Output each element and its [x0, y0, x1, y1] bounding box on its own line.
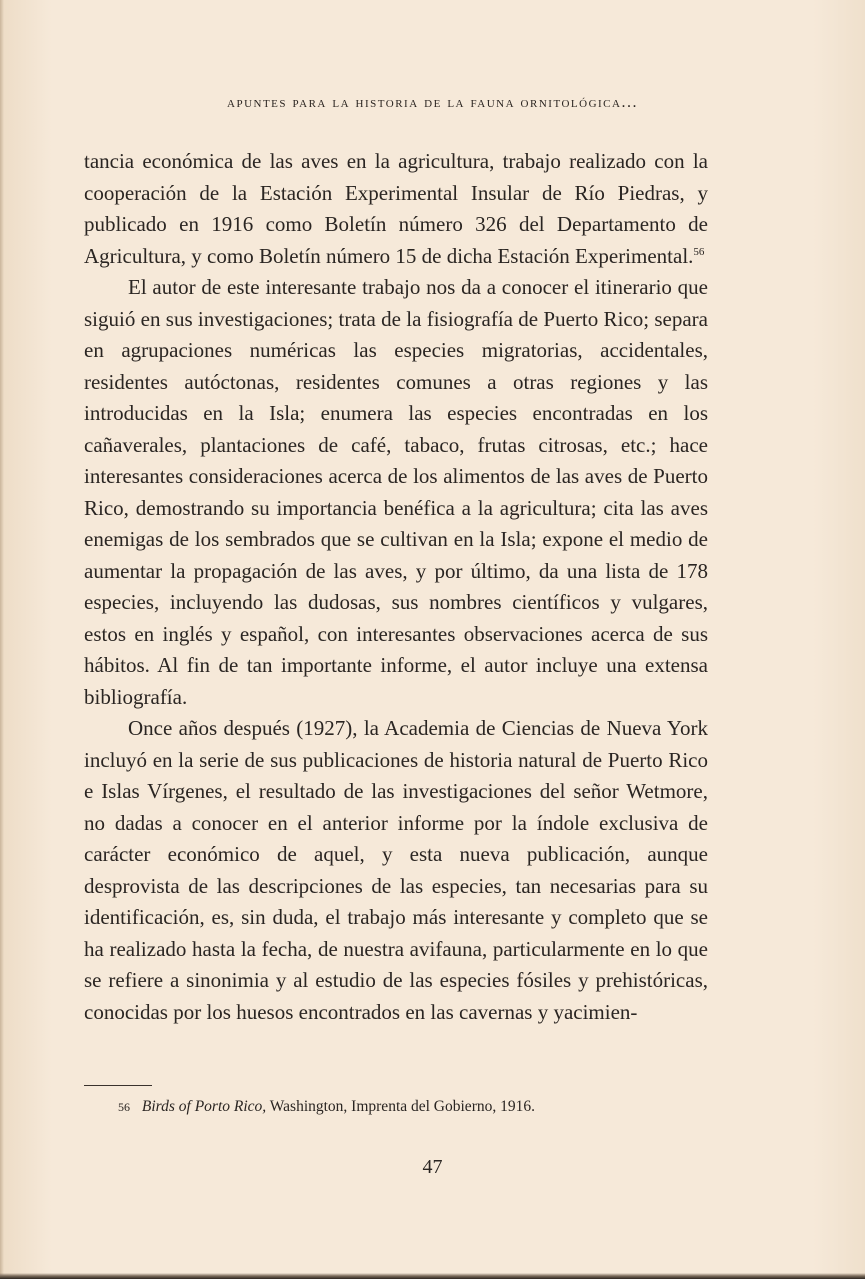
paragraph: El autor de este interesante trabajo nos da a conocer el itinerario que siguió en sus investigaciones; trata de la fisiografía de Puerto Rico; separa en agrupaciones numéricas las especies migratorias, accidentales, residentes autóctonas, residentes comunes a otras regiones y las introducidas en la Isla; enumera las especies encontradas en los cañaverales, plantaciones de café, tabaco, frutas citrosas, etc.; hace interesantes consideraciones acerca de los alimentos de las aves de Puerto Rico, demostrando su importancia benéfica a la agricultura; cita las aves enemigas de los sembrados que se cultivan en la Isla; expone el medio de aumentar la propagación de las aves, y por último, da una lista de 178 especies, incluyendo las dudosas, sus nombres científicos y vulgares, estos en inglés y español, con interesantes observaciones acerca de sus hábitos. Al fin de tan importante informe, el autor incluye una extensa bibliografía.	[84, 275, 708, 709]
paragraph	[84, 146, 708, 272]
page-bottom-edge	[0, 1273, 865, 1279]
footnote-divider	[84, 1085, 152, 1086]
footnote-title: Birds of Porto Rico,	[141, 1098, 267, 1115]
page-left-edge	[0, 0, 4, 1279]
paragraph-text: tancia económica de las aves en la agricultura, trabajo realizado con la cooperación de la Estación Experimental Insular de Río Piedras, y publicado en 1916 como Boletín número 326 del Departamento de Agricultura, y como Boletín número 15 de dicha Estación Experimental.	[84, 149, 708, 268]
paragraph: Once años después (1927), la Academia de Ciencias de Nueva York incluyó en la serie de sus publicaciones de historia natural de Puerto Rico e Islas Vírgenes, el resultado de las investigaciones del señor Wetmore, no dadas a conocer en el anterior informe por la índole exclusiva de carácter económico de aquel, y esta nueva publicación, aunque desprovista de las descripciones de las especies, tan necesarias para su identificación, es, sin duda, el trabajo más interesante y completo que se ha realizado hasta la fecha, de nuestra avifauna, particularmente en lo que se refiere a sinonimia y al estudio de las especies fósiles y prehistóricas, conocidas por los huesos encontrados en las cavernas y yacimien-	[84, 716, 708, 1024]
footnote-citation: Washington, Imprenta del Gobierno, 1916.	[269, 1098, 535, 1115]
footnote	[118, 1097, 718, 1117]
page-number: 47	[422, 1156, 443, 1178]
footnote-number: 56	[118, 1100, 130, 1114]
footnote-reference[interactable]: 56	[693, 245, 705, 258]
running-head: apuntes para la historia de la fauna ornitológica...	[227, 94, 638, 111]
body-text	[84, 146, 708, 1028]
